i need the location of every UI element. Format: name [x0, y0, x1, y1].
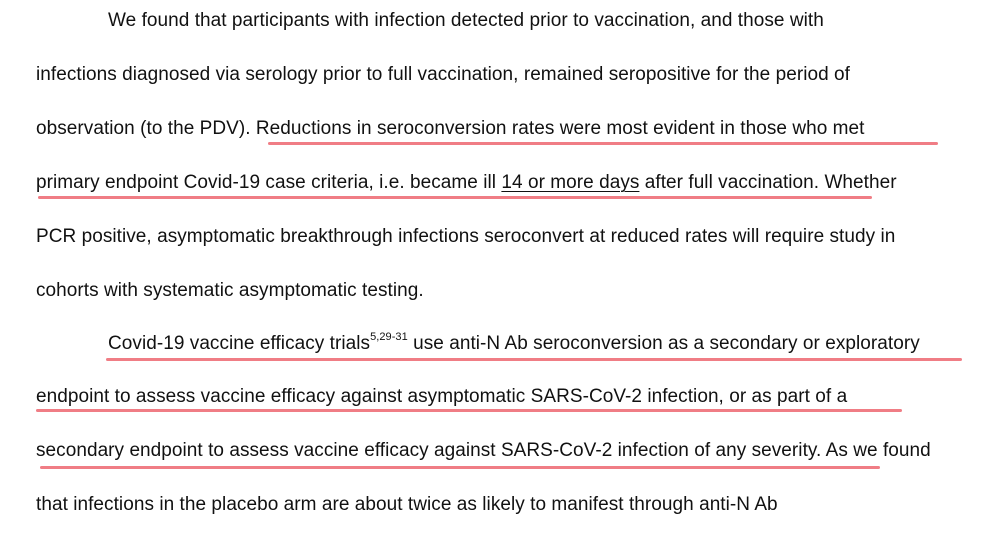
red-underline-mark	[36, 409, 902, 412]
paragraph-2-line-2	[36, 385, 847, 409]
red-underline-mark	[106, 358, 962, 361]
paragraph-2-line-3	[36, 439, 931, 463]
red-underline-mark	[38, 196, 872, 199]
text-span: Whether	[819, 172, 897, 193]
text-span: that infections in the placebo arm are about twice as likely to manifest through anti-N Ab	[36, 494, 778, 515]
citation-superscript: 5,29-31	[370, 330, 408, 343]
text-span: observation (to the PDV).	[36, 118, 256, 139]
red-underline-mark	[40, 466, 880, 469]
highlighted-text: secondary endpoint to assess vaccine efficacy against SARS-CoV-2 infection of any severity.	[36, 440, 822, 461]
paragraph-1-line-5	[36, 225, 895, 249]
highlighted-text: primary endpoint Covid-19 case criteria, i.e. became ill	[36, 172, 502, 193]
highlighted-text: after full vaccination.	[639, 172, 820, 193]
highlighted-text: use anti-N Ab seroconversion as a secondary or exploratory	[407, 333, 920, 354]
highlighted-text: endpoint to assess vaccine efficacy against asymptomatic SARS-CoV-2 infection, or as part of a	[36, 386, 848, 407]
paragraph-1-line-4	[36, 171, 897, 195]
red-underline-mark	[268, 142, 938, 145]
text-span: As we found	[821, 440, 931, 461]
text-span: We found that participants with infection detected prior to vaccination, and those with	[108, 10, 824, 31]
text-span: cohorts with systematic asymptomatic testing.	[36, 280, 424, 301]
paragraph-1-line-3	[36, 117, 865, 141]
highlighted-text: Reductions in seroconversion rates were most evident in those who met	[255, 118, 865, 139]
text-span: PCR positive, asymptomatic breakthrough infections seroconvert at reduced rates will require study in	[36, 226, 896, 247]
paragraph-1-line-6	[36, 279, 424, 303]
paragraph-2-line-1	[108, 332, 920, 356]
text-span: infections diagnosed via serology prior to full vaccination, remained seropositive for the period of	[36, 64, 851, 85]
paragraph-1-line-2	[36, 63, 850, 87]
paragraph-1-line-1	[108, 9, 824, 33]
underlined-text: 14 or more days	[501, 172, 640, 193]
paragraph-2-line-4	[36, 493, 778, 517]
highlighted-text: Covid-19 vaccine efficacy trials	[108, 333, 371, 354]
